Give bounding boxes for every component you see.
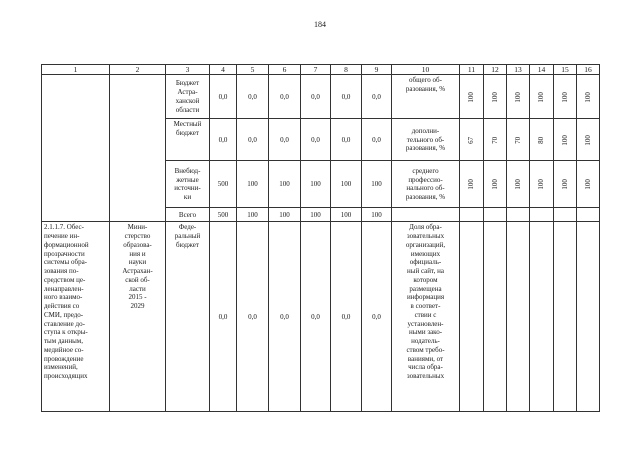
header-cell: 4 bbox=[210, 65, 237, 75]
target-value: 100 bbox=[530, 75, 554, 119]
header-cell: 6 bbox=[269, 65, 301, 75]
funding-value: 0,0 bbox=[362, 75, 392, 119]
table-row bbox=[42, 222, 600, 412]
funding-value: 0,0 bbox=[301, 222, 331, 412]
funding-value: 0,0 bbox=[301, 75, 331, 119]
funding-value: 100 bbox=[301, 161, 331, 208]
executor-cell-empty bbox=[110, 75, 166, 222]
funding-value: 0,0 bbox=[237, 75, 269, 119]
total-value: 100 bbox=[237, 208, 269, 222]
target-value: 100 bbox=[577, 119, 600, 161]
target-value: 100 bbox=[554, 119, 577, 161]
funding-value: 0,0 bbox=[331, 119, 362, 161]
header-cell: 2 bbox=[110, 65, 166, 75]
total-value: 100 bbox=[269, 208, 301, 222]
empty-cell bbox=[554, 222, 577, 412]
funding-value: 0,0 bbox=[269, 119, 301, 161]
header-cell: 5 bbox=[237, 65, 269, 75]
header-cell: 7 bbox=[301, 65, 331, 75]
header-cell: 16 bbox=[577, 65, 600, 75]
funding-value: 500 bbox=[210, 161, 237, 208]
empty-cell bbox=[484, 208, 507, 222]
target-value: 100 bbox=[460, 161, 484, 208]
target-value: 100 bbox=[554, 161, 577, 208]
header-cell: 15 bbox=[554, 65, 577, 75]
empty-cell bbox=[554, 208, 577, 222]
funding-source: Местный бюджет bbox=[166, 119, 210, 161]
empty-cell bbox=[392, 208, 460, 222]
total-value: 100 bbox=[331, 208, 362, 222]
empty-cell bbox=[530, 208, 554, 222]
indicator-text: Доля обра- зовательных организаций, имеющих официаль- ный сайт, на котором размещена информация в соответ- ствии с установлен- ными зако- нодатель- ством требо- ваниями, от числа обра- зовательных bbox=[392, 222, 460, 412]
funding-value: 0,0 bbox=[331, 222, 362, 412]
target-value: 70 bbox=[507, 119, 530, 161]
target-value: 100 bbox=[507, 161, 530, 208]
target-value: 100 bbox=[484, 75, 507, 119]
funding-value: 0,0 bbox=[237, 119, 269, 161]
total-value: 100 bbox=[362, 208, 392, 222]
funding-value: 0,0 bbox=[210, 222, 237, 412]
empty-cell bbox=[577, 208, 600, 222]
empty-cell bbox=[460, 222, 484, 412]
header-cell: 9 bbox=[362, 65, 392, 75]
page-number: 184 bbox=[314, 20, 326, 29]
empty-cell bbox=[577, 222, 600, 412]
target-value: 100 bbox=[554, 75, 577, 119]
funding-value: 0,0 bbox=[237, 222, 269, 412]
target-value: 67 bbox=[460, 119, 484, 161]
executor-and-period: Мини- стерство образова- ния и науки Астрахан- ской об- ласти 2015 - 2029 bbox=[110, 222, 166, 412]
target-value: 100 bbox=[530, 161, 554, 208]
funding-value: 100 bbox=[269, 161, 301, 208]
header-cell: 1 bbox=[42, 65, 110, 75]
header-cell: 10 bbox=[392, 65, 460, 75]
measure-cell-empty bbox=[42, 75, 110, 222]
funding-value: 0,0 bbox=[362, 119, 392, 161]
empty-cell bbox=[484, 222, 507, 412]
funding-value: 100 bbox=[237, 161, 269, 208]
target-value: 100 bbox=[577, 161, 600, 208]
funding-value: 0,0 bbox=[269, 222, 301, 412]
funding-source: Феде- ральный бюджет bbox=[166, 222, 210, 412]
empty-cell bbox=[507, 222, 530, 412]
header-cell: 13 bbox=[507, 65, 530, 75]
funding-source: Внебюд- жетные источни- ки bbox=[166, 161, 210, 208]
funding-source: Бюджет Астра- ханской области bbox=[166, 75, 210, 119]
program-table bbox=[41, 64, 600, 412]
header-cell: 3 bbox=[166, 65, 210, 75]
funding-value: 0,0 bbox=[210, 75, 237, 119]
empty-cell bbox=[530, 222, 554, 412]
measure-description: 2.1.1.7. Обес- печение ин- формационной прозрачности системы обра- зования по- средством це- ленаправлен- ного взаимо- действия со СМИ, предо- ставление до- ступа к откры- тым данным, медийное со- провождение изменений, происходящих bbox=[42, 222, 110, 412]
header-cell: 14 bbox=[530, 65, 554, 75]
table-row bbox=[42, 75, 600, 119]
header-cell: 12 bbox=[484, 65, 507, 75]
target-value: 80 bbox=[530, 119, 554, 161]
header-cell: 11 bbox=[460, 65, 484, 75]
target-value: 70 bbox=[484, 119, 507, 161]
funding-value: 0,0 bbox=[362, 222, 392, 412]
funding-value: 0,0 bbox=[301, 119, 331, 161]
funding-value: 100 bbox=[331, 161, 362, 208]
target-value: 100 bbox=[507, 75, 530, 119]
empty-cell bbox=[460, 208, 484, 222]
funding-value: 0,0 bbox=[331, 75, 362, 119]
target-value: 100 bbox=[460, 75, 484, 119]
funding-value: 0,0 bbox=[210, 119, 237, 161]
target-value: 100 bbox=[577, 75, 600, 119]
total-label: Всего bbox=[166, 208, 210, 222]
total-value: 100 bbox=[301, 208, 331, 222]
header-row bbox=[42, 65, 600, 75]
funding-value: 100 bbox=[362, 161, 392, 208]
total-value: 500 bbox=[210, 208, 237, 222]
funding-value: 0,0 bbox=[269, 75, 301, 119]
indicator-text: дополни- тельного об- разования, % bbox=[392, 119, 460, 161]
indicator-text: общего об- разования, % bbox=[392, 75, 460, 119]
indicator-text: среднего профессио- нального об- разования, % bbox=[392, 161, 460, 208]
header-cell: 8 bbox=[331, 65, 362, 75]
target-value: 100 bbox=[484, 161, 507, 208]
empty-cell bbox=[507, 208, 530, 222]
